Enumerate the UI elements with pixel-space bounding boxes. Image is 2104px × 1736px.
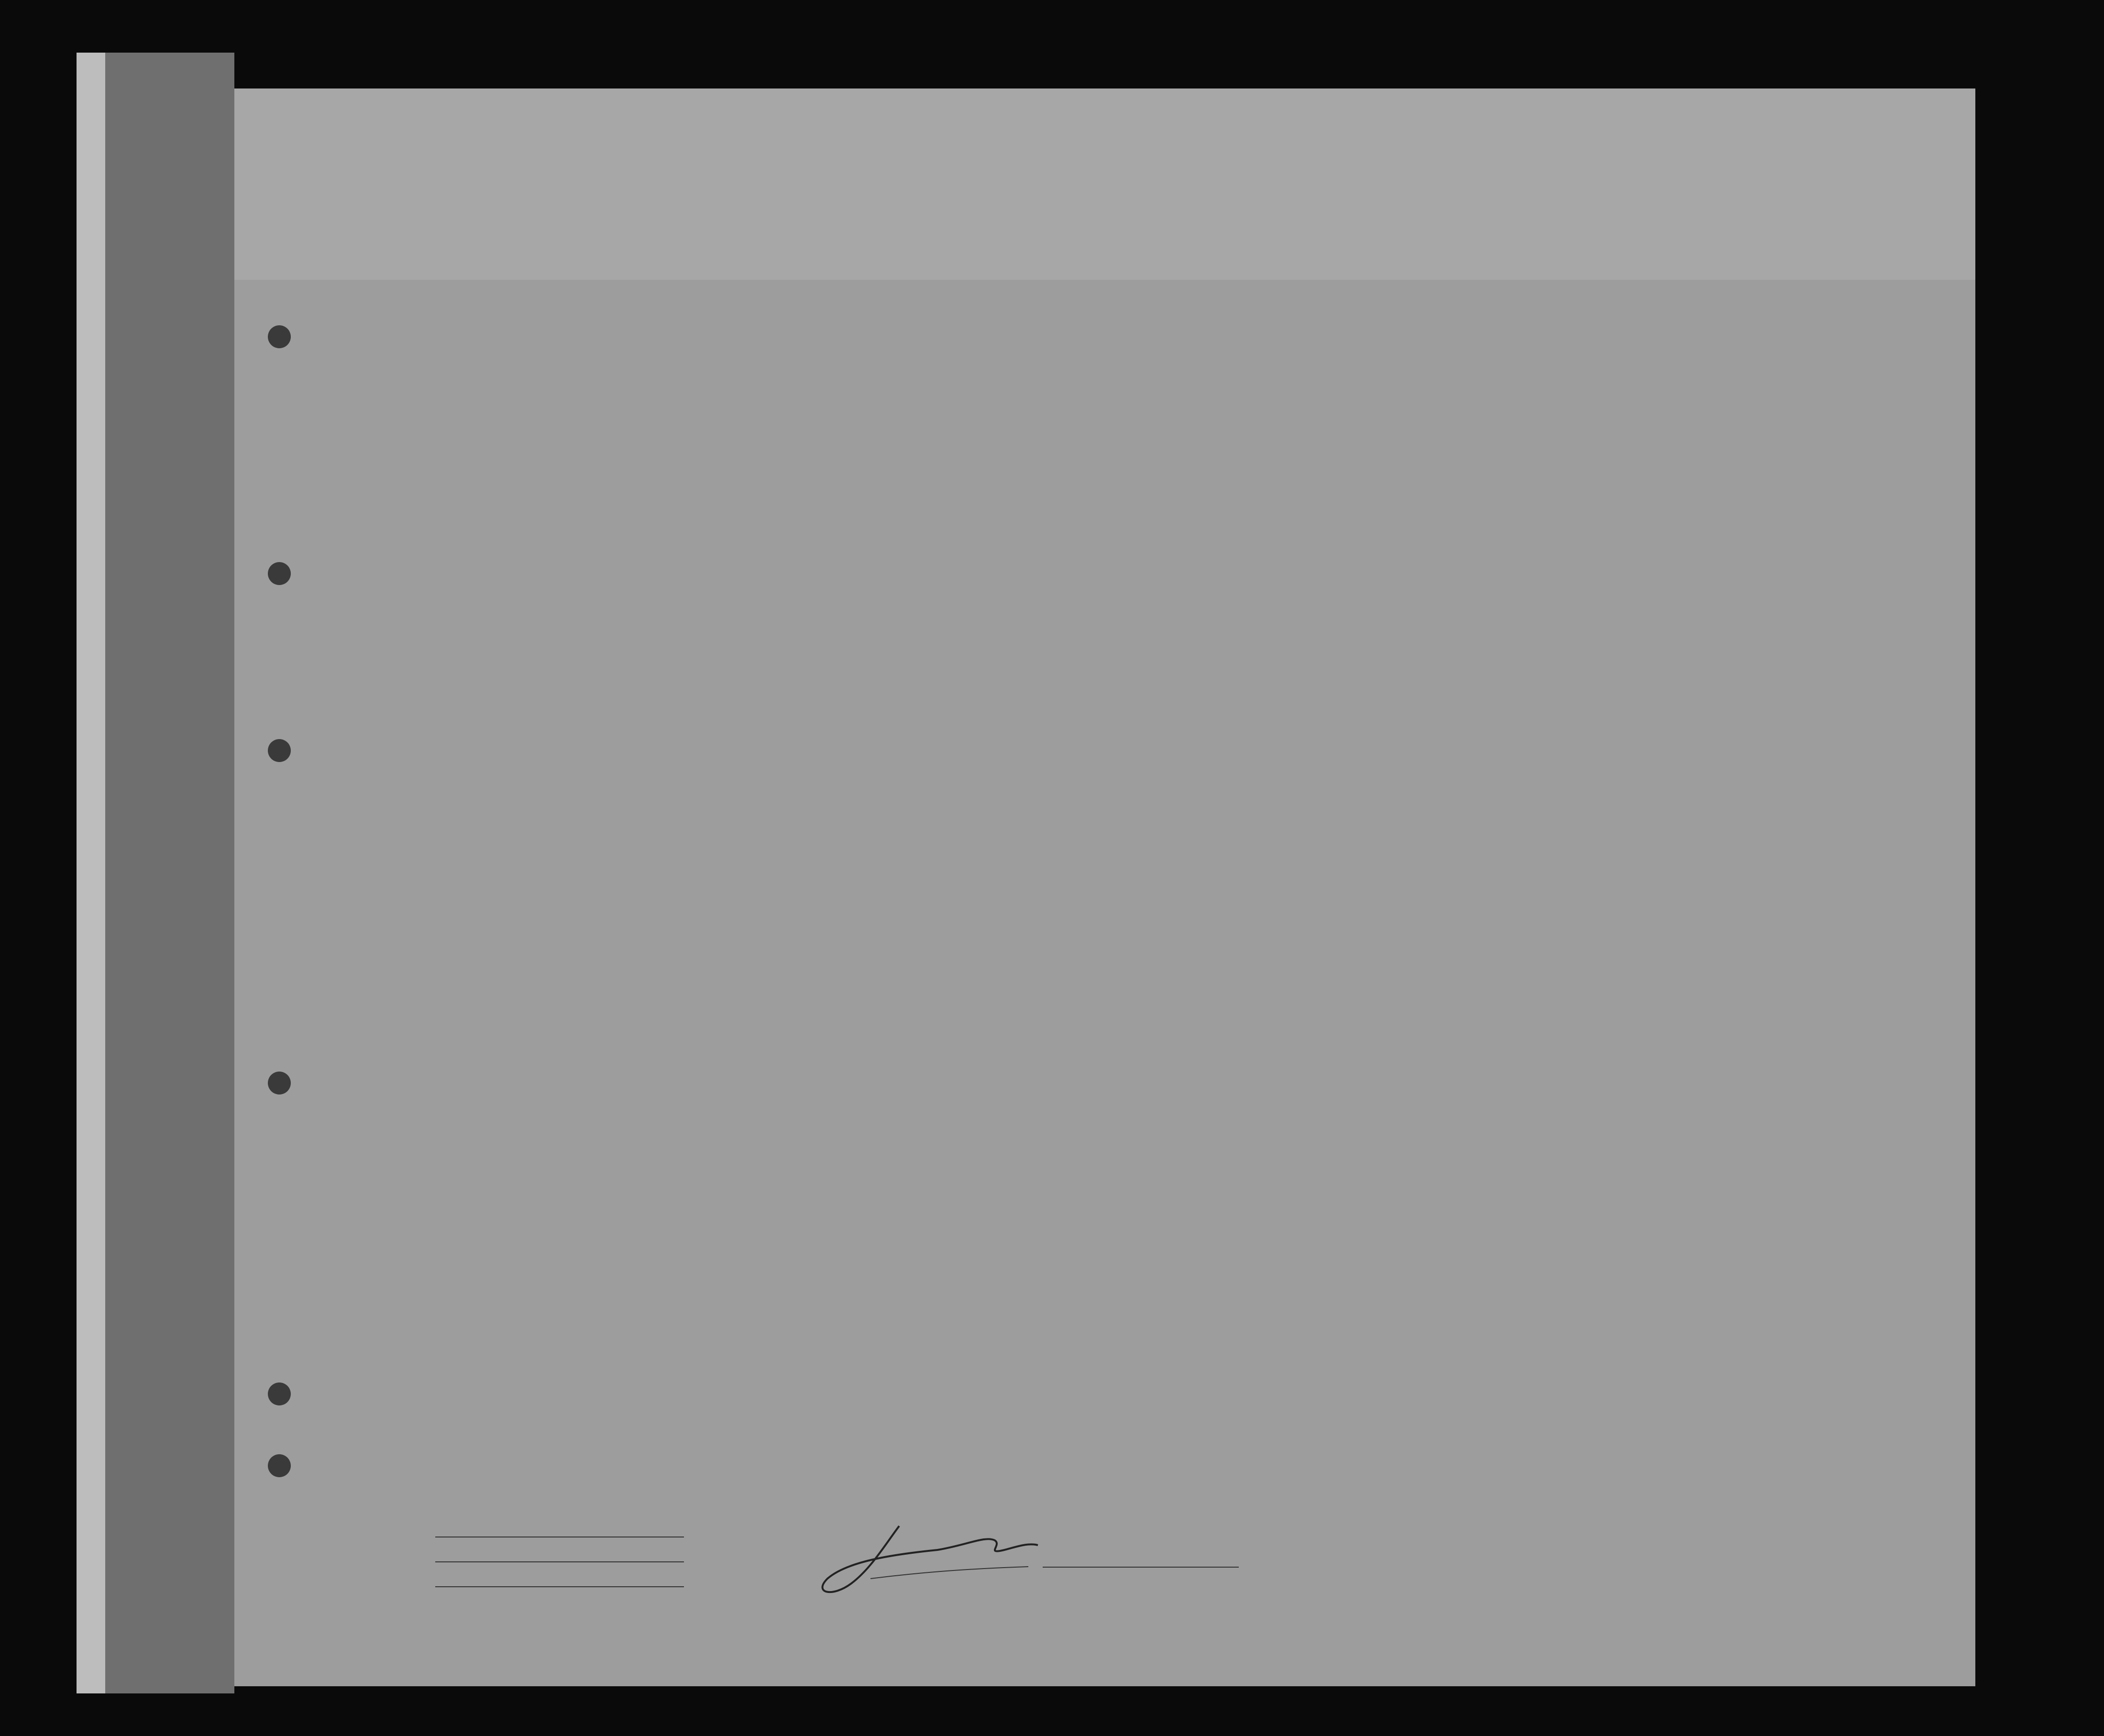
agents-underline	[435, 1586, 684, 1587]
binder-edge	[77, 53, 105, 1693]
vessel-line	[402, 244, 1932, 268]
footer	[234, 1497, 1975, 1598]
inspector-underline	[1043, 1567, 1239, 1568]
owners-underline	[435, 1561, 684, 1562]
inspector-signature	[813, 1516, 1081, 1603]
manifest-grid	[234, 277, 1975, 1502]
